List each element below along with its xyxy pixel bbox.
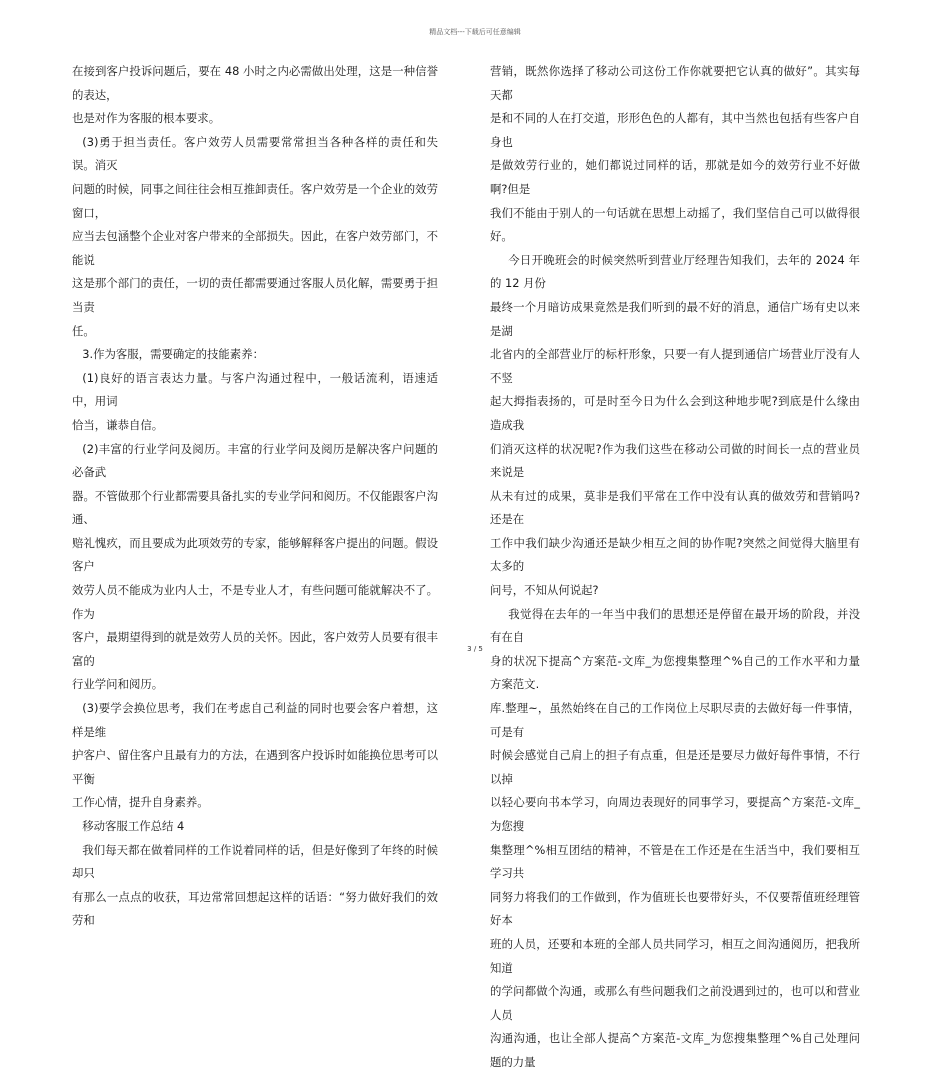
paragraph — [72, 815, 438, 839]
text-line: 效劳人员不能成为业内人士，不是专业人才，有些问题可能就解决不了。作为 — [72, 583, 438, 621]
paragraph — [490, 603, 860, 1075]
text-line: 器。不管做那个行业都需要具备扎实的专业学问和阅历。不仅能跟客户沟通、 — [72, 488, 438, 527]
text-line: 应当去包涵整个企业对客户带来的全部损失。因此，在客户效劳部门，不能说 — [72, 229, 438, 267]
text-line: 护客户、留住客户且最有力的方法，在遇到客户投诉时如能换位思考可以平衡 — [72, 748, 438, 786]
right-column — [490, 60, 860, 1075]
text-line: 有那么一点点的收获，耳边常常回想起这样的话语：“努力做好我们的效劳和 — [72, 889, 438, 928]
text-line: 是做效劳行业的，她们都说过同样的话，那就是如今的效劳行业不好做啊?但是 — [490, 158, 860, 196]
left-column — [72, 60, 438, 933]
text-line: (3)勇于担当责任。客户效劳人员需要常常担当各种各样的责任和失误。消灭 — [72, 134, 438, 173]
text-line: 我觉得在去年的一年当中我们的思想还是停留在最开场的阶段，并没有在自 — [490, 606, 860, 645]
page-number: 3 / 5 — [467, 645, 483, 653]
text-line: (3)要学会换位思考，我们在考虑自己利益的同时也要会客户着想，这样是维 — [72, 701, 438, 739]
text-line: 从未有过的成果，莫非是我们平常在工作中没有认真的做效劳和营销吗?还是在 — [490, 488, 860, 527]
text-line: 们消灭这样的状况呢?作为我们这些在移动公司做的时间长一点的营业员来说是 — [490, 441, 860, 480]
text-line: (2)丰富的行业学问及阅历。丰富的行业学问及阅历是解决客户问题的必备武 — [72, 441, 438, 480]
paragraph — [72, 343, 438, 367]
text-line: 这是那个部门的责任，一切的责任都需要通过客服人员化解，需要勇于担当责 — [72, 276, 438, 314]
text-line: 客户，最期望得到的就是效劳人员的关怀。因此，客户效劳人员要有很丰富的 — [72, 630, 438, 668]
text-line: (1)良好的语言表达力量。与客户沟通过程中，一般话流利，语速适中，用词 — [72, 370, 438, 409]
text-line: 移动客服工作总结 4 — [82, 819, 185, 833]
text-line: 的学问都做个沟通，或那么有些问题我们之前没遇到过的，也可以和营业人员 — [490, 984, 860, 1022]
text-line: 最终一个月暗访成果竟然是我们听到的最不好的消息，通信广场有史以来是湖 — [490, 299, 860, 338]
text-line: 我们每天都在做着同样的工作说着同样的话，但是好像到了年终的时候却只 — [72, 842, 438, 881]
text-line: 在接到客户投诉问题后，要在 48 小时之内必需做出处理，这是一种信誉的表达， — [72, 64, 438, 102]
paragraph — [72, 60, 438, 131]
text-line: 沟通沟通，也让全部人提高^方案范-文库_为您搜集整理^%自己处理问题的力量 — [490, 1031, 860, 1069]
text-line: 库.整理~，虽然始终在自己的工作岗位上尽职尽责的去做好每一件事情，可是有 — [490, 701, 860, 739]
text-line: 身的状况下提高^方案范-文库_为您搜集整理^%自己的工作水平和力量方案范文. — [490, 653, 860, 692]
text-line: 赔礼愧疚，而且要成为此项效劳的专家，能够解释客户提出的问题。假设客户 — [72, 535, 438, 574]
text-line: 行业学问和阅历。 — [72, 677, 164, 692]
text-line: 3.作为客服，需要确定的技能素养： — [82, 347, 264, 362]
text-line: 是和不同的人在打交道，形形色色的人都有，其中当然也包括有些客户自身也 — [490, 111, 860, 149]
text-line: 工作中我们缺少沟通还是缺少相互之间的协作呢?突然之间觉得大脑里有太多的 — [490, 535, 860, 574]
text-line: 营销，既然你选择了移动公司这份工作你就要把它认真的做好”。其实每天都 — [490, 64, 860, 102]
text-line: 恰当，谦恭自信。 — [72, 417, 164, 432]
text-line: 以轻心要向书本学习，向周边表现好的同事学习，要提高^方案范-文库_为您搜 — [490, 795, 860, 833]
text-line: 问号，不知从何说起? — [490, 583, 599, 598]
text-line: 也是对作为客服的根本要求。 — [72, 111, 221, 126]
text-line: 工作心情，提升自身素养。 — [72, 795, 209, 810]
text-line: 起大拇指表扬的，可是时至今日为什么会到这种地步呢?到底是什么缘由造成我 — [490, 394, 860, 432]
paragraph — [72, 839, 438, 933]
text-line: 我们不能由于别人的一句话就在思想上动摇了，我们坚信自己可以做得很好。 — [490, 205, 860, 244]
text-line: 今日开晚班会的时候突然听到营业厅经理告知我们，去年的 2024 年的 12 月份 — [490, 252, 860, 291]
text-line: 班的人员，还要和本班的全部人员共同学习，相互之间沟通阅历，把我所知道 — [490, 936, 860, 975]
page-header: 精品文档---下载后可任意编辑 — [429, 28, 521, 36]
paragraph — [72, 438, 438, 698]
text-line: 同努力将我们的工作做到，作为值班长也要带好头，不仅要帮值班经理管好本 — [490, 889, 860, 928]
paragraph — [490, 60, 860, 249]
text-line: 问题的时候，同事之间往往会相互推卸责任。客户效劳是一个企业的效劳窗口， — [72, 181, 438, 220]
paragraph — [72, 697, 438, 815]
text-line: 时候会感觉自己肩上的担子有点重，但是还是要尽力做好每件事情，不行以掉 — [490, 748, 860, 786]
text-line: 集整理^%相互团结的精神，不管是在工作还是在生活当中，我们要相互学习共 — [490, 842, 860, 881]
paragraph — [72, 131, 438, 343]
text-line: 北省内的全部营业厅的标杆形象，只要一有人提到通信广场营业厅没有人不竖 — [490, 347, 860, 385]
paragraph — [490, 249, 860, 603]
text-line: 任。 — [72, 323, 95, 338]
paragraph — [72, 367, 438, 438]
